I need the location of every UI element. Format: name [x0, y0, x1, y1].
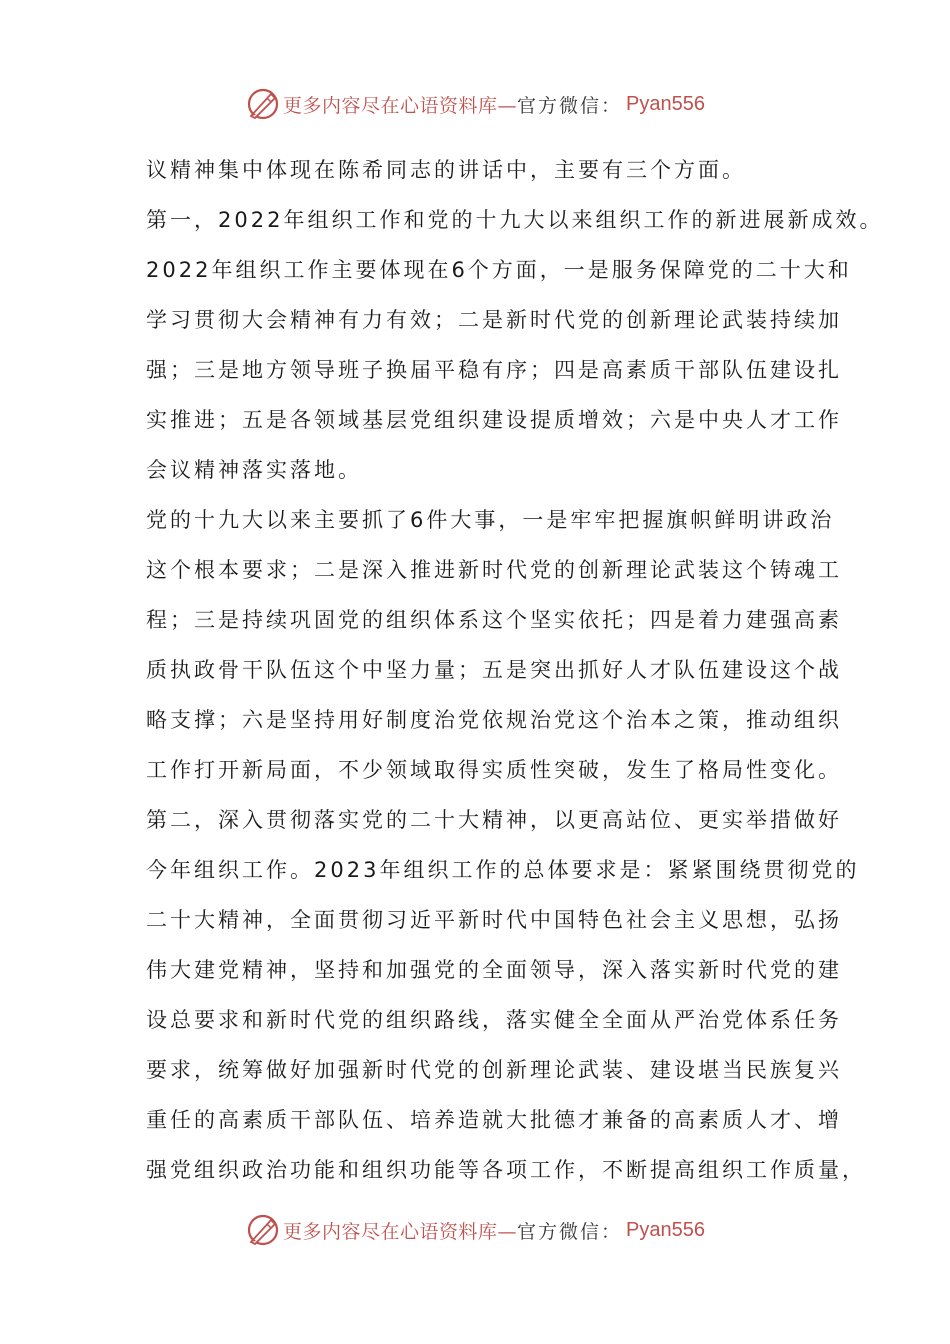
text-line: 这个根本要求；二是深入推进新时代党的创新理论武装这个铸魂工 [146, 558, 842, 582]
text-line: 今年组织工作。2023年组织工作的总体要求是：紧紧围绕贯彻党的 [146, 858, 860, 882]
watermark-wechat-id: Pyan556 [626, 1218, 705, 1241]
text-line: 会议精神落实落地。 [146, 458, 362, 482]
text-line: 党的十九大以来主要抓了6件大事，一是牢牢把握旗帜鲜明讲政治 [146, 508, 835, 532]
pen-logo-icon [245, 86, 281, 122]
watermark-slogan: 更多内容尽在心语资料库— [283, 94, 518, 117]
text-line: 议精神集中体现在陈希同志的讲话中，主要有三个方面。 [146, 158, 746, 182]
watermark-slogan: 更多内容尽在心语资料库— [283, 1220, 518, 1243]
footer-watermark [0, 1210, 950, 1250]
text-line: 强；三是地方领导班子换届平稳有序；四是高素质干部队伍建设扎 [146, 358, 842, 382]
text-line: 伟大建党精神，坚持和加强党的全面领导，深入落实新时代党的建 [146, 958, 842, 982]
text-line: 工作打开新局面，不少领域取得实质性突破，发生了格局性变化。 [146, 758, 842, 782]
watermark-wechat-id: Pyan556 [626, 92, 705, 115]
text-line: 2022年组织工作主要体现在6个方面，一是服务保障党的二十大和 [146, 258, 852, 282]
text-line: 要求，统筹做好加强新时代党的创新理论武装、建设堪当民族复兴 [146, 1058, 842, 1082]
text-line: 第一，2022年组织工作和党的十九大以来组织工作的新进展新成效。 [146, 208, 884, 232]
text-line: 实推进；五是各领域基层党组织建设提质增效；六是中央人才工作 [146, 408, 842, 432]
pen-logo-icon [245, 1212, 281, 1248]
text-line: 设总要求和新时代党的组织路线，落实健全全面从严治党体系任务 [146, 1008, 842, 1032]
text-line: 略支撑；六是坚持用好制度治党依规治党这个治本之策，推动组织 [146, 708, 842, 732]
header-watermark [0, 84, 950, 124]
text-line: 第二，深入贯彻落实党的二十大精神，以更高站位、更实举措做好 [146, 808, 842, 832]
watermark-wechat-label: 官方微信： [517, 94, 623, 117]
text-line: 二十大精神，全面贯彻习近平新时代中国特色社会主义思想，弘扬 [146, 908, 842, 932]
text-line: 重任的高素质干部队伍、培养造就大批德才兼备的高素质人才、增 [146, 1108, 842, 1132]
text-line: 学习贯彻大会精神有力有效；二是新时代党的创新理论武装持续加 [146, 308, 842, 332]
watermark-wechat-label: 官方微信： [517, 1220, 623, 1243]
text-line: 质执政骨干队伍这个中坚力量；五是突出抓好人才队伍建设这个战 [146, 658, 842, 682]
text-line: 强党组织政治功能和组织功能等各项工作，不断提高组织工作质量， [146, 1158, 866, 1182]
text-line: 程；三是持续巩固党的组织体系这个坚实依托；四是着力建强高素 [146, 608, 842, 632]
document-body [146, 145, 884, 1195]
